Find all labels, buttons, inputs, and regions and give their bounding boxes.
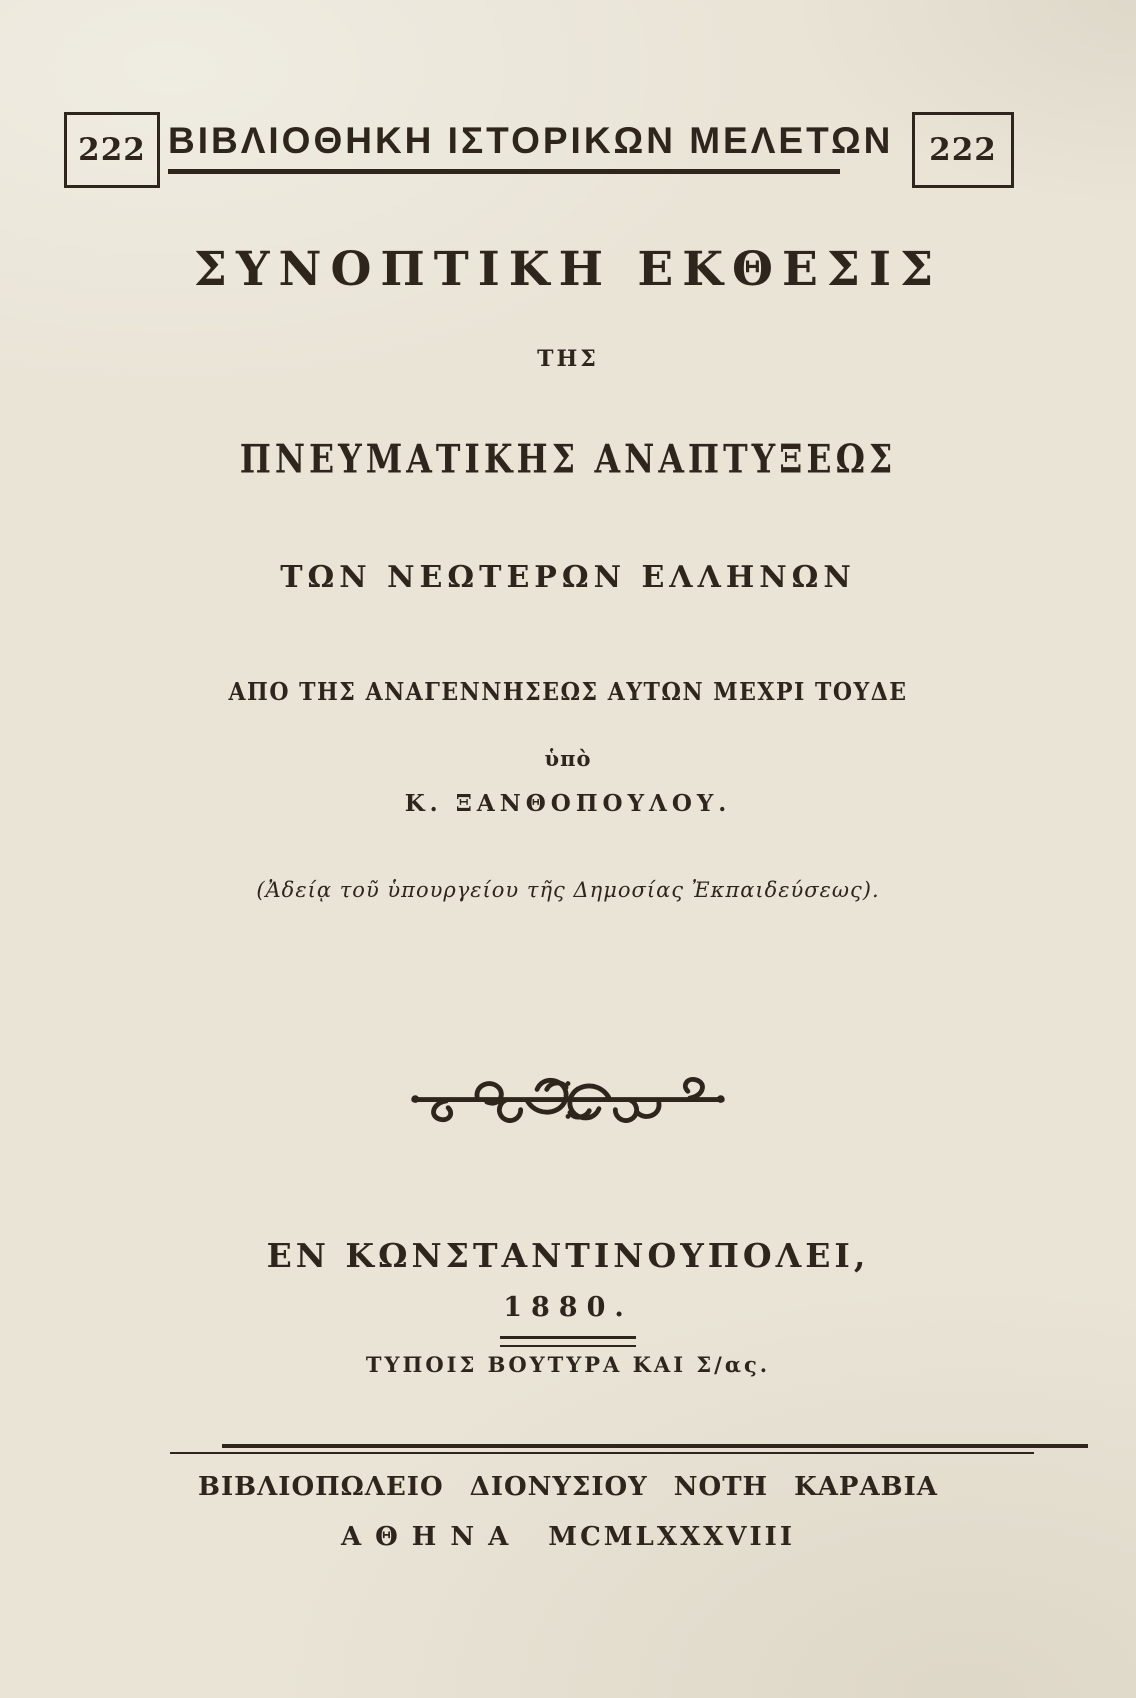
reprint-city: ΑΘΗΝΑ: [340, 1522, 523, 1552]
series-number-right: 222: [929, 132, 997, 168]
imprint-printer: ΤΥΠΟΙΣ ΒΟΥΤΥΡΑ ΚΑΙ Σ/ας.: [365, 1352, 771, 1377]
subtitle-line1: ΠΝΕΥΜΑΤΙΚΗΣ ΑΝΑΠΤΥΞΕΩΣ: [239, 436, 897, 483]
bottom-rule-thin: [170, 1452, 1034, 1454]
imprint-place: ΕΝ ΚΩΝΣΤΑΝΤΙΝΟΥΠΟΛΕΙ,: [266, 1236, 870, 1275]
byline-prefix: ὑπὸ: [544, 746, 592, 771]
reprint-bookshop: ΒΙΒΛΙΟΠΩΛΕΙΟ ΔΙΟΝΥΣΙΟΥ ΝΟΤΗ ΚΑΡΑΒΙΑ: [198, 1472, 938, 1502]
series-number-box-right: [912, 112, 1014, 188]
bottom-rule-thick: [222, 1444, 1088, 1448]
series-number-box-left: [64, 112, 160, 188]
imprint-year: 1880.: [503, 1292, 633, 1323]
ornament-flourish-icon: [0, 1072, 1136, 1134]
reprint-year-roman: MCMLXXXVIII: [548, 1522, 796, 1552]
reprint-place-year: [0, 1522, 1136, 1552]
series-title: ΒΙΒΛΙΟΘΗΚΗ ΙΣΤΟΡΙΚΩΝ ΜΕΛΕΤΩΝ: [168, 120, 840, 174]
subtitle-line2: ΤΩΝ ΝΕΩΤΕΡΩΝ ΕΛΛΗΝΩΝ: [280, 560, 856, 595]
author-name: Κ. ΞΑΝΘΟΠΟΥΛΟΥ.: [404, 790, 732, 817]
permission-note: (Ἀδείᾳ τοῦ ὑπουργείου τῆς Δημοσίας Ἐκπαιδεύσεως).: [256, 878, 880, 902]
series-number-left: 222: [78, 132, 146, 168]
title-article: ΤΗΣ: [537, 346, 599, 372]
main-title: ΣΥΝΟΠΤΙΚΗ ΕΚΘΕΣΙΣ: [193, 242, 943, 297]
subtitle-line3: ΑΠΟ ΤΗΣ ΑΝΑΓΕΝΝΗΣΕΩΣ ΑΥΤΩΝ ΜΕΧΡΙ ΤΟΥΔΕ: [228, 678, 908, 707]
year-double-rule: [500, 1336, 636, 1347]
